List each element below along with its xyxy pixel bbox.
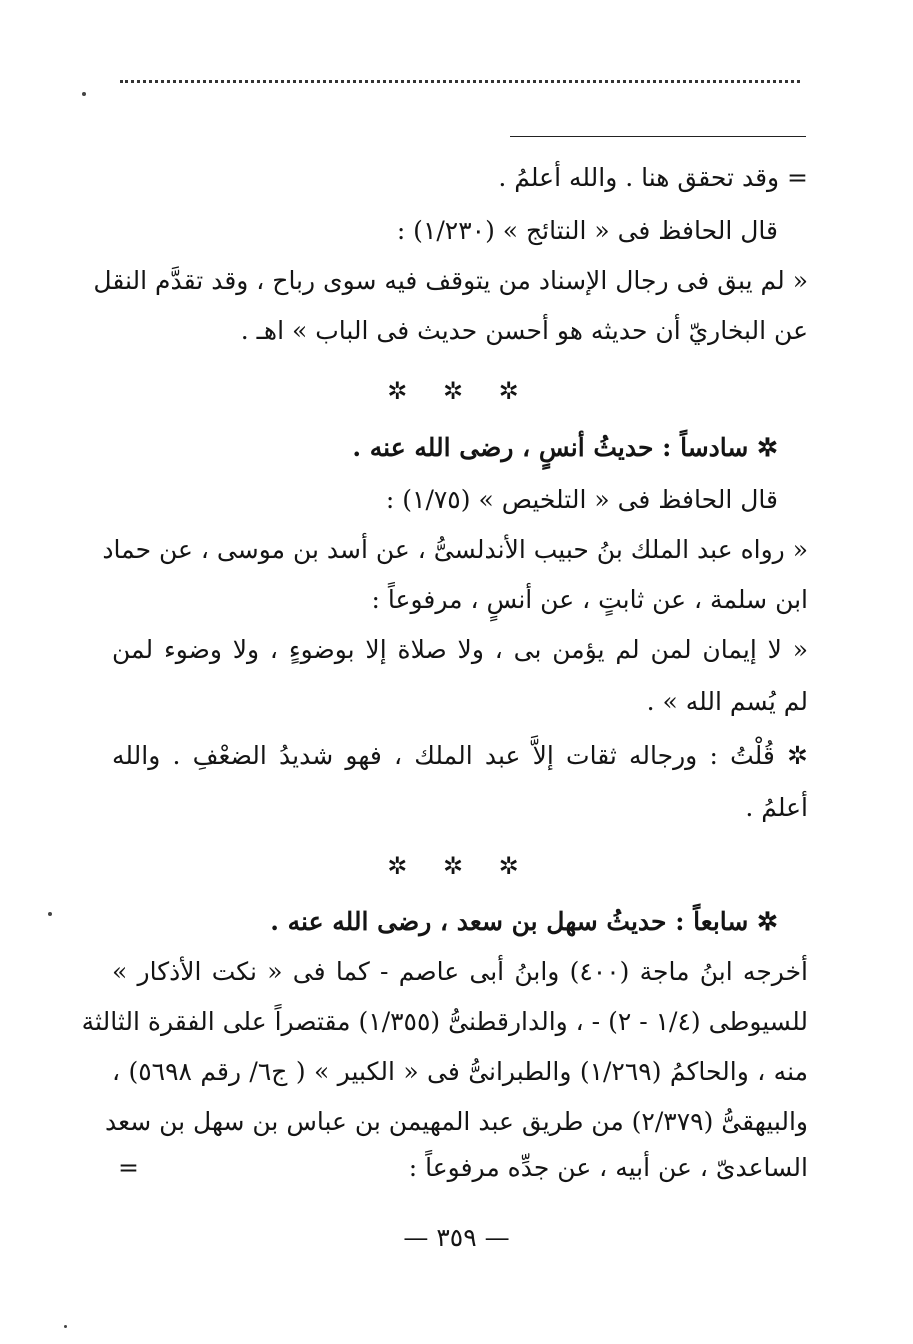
scan-speck	[82, 92, 86, 96]
text-line: « رواه عبد الملك بنُ حبيب الأندلسىُّ ، عن أسد بن موسى ، عن حماد	[102, 535, 808, 564]
text-line: أعلمُ .	[745, 793, 808, 822]
footnote-line: عن البخاريّ أن حديثه هو أحسن حديث فى الباب » اهـ .	[240, 316, 808, 345]
footnote-line: = وقد تحقق هنا . والله أعلمُ .	[498, 163, 808, 192]
text-line: « لا إيمان لمن لم يؤمن بى ، ولا صلاة إلا بوضوءٍ ، ولا وضوء لمن	[112, 635, 808, 664]
footnote-line: قال الحافظ فى « النتائج » (١/٢٣٠) :	[396, 216, 778, 245]
text-line: ابن سلمة ، عن ثابتٍ ، عن أنسٍ ، مرفوعاً :	[371, 585, 808, 614]
footnote-separator-rule	[510, 136, 806, 137]
text-line: الساعدىّ ، عن أبيه ، عن جدِّه مرفوعاً :	[408, 1153, 808, 1182]
section-separator: ✲ ✲ ✲	[387, 852, 533, 880]
footnote-line: « لم يبق فى رجال الإسناد من يتوقف فيه سوى رباح ، وقد تقدَّم النقل	[93, 266, 808, 295]
text-line: والبيهقىُّ (٢/٣٧٩) من طريق عبد المهيمن بن عباس بن سهل بن سعد	[105, 1107, 808, 1136]
section-heading: ✲ سادساً : حديثُ أنسٍ ، رضى الله عنه .	[352, 433, 778, 462]
section-heading: ✲ سابعاً : حديثُ سهل بن سعد ، رضى الله عنه .	[270, 907, 778, 936]
text-line: منه ، والحاكمُ (١/٢٦٩) والطبرانىُّ فى « الكبير » ( ج٦/ رقم ٥٦٩٨) ،	[112, 1057, 809, 1086]
page-number: — ٣٥٩ —	[403, 1223, 510, 1252]
text-line: ✲ قُلْتُ : ورجاله ثقات إلاَّ عبد الملك ، فهو شديدُ الضعْفِ . والله	[112, 741, 808, 770]
text-line: للسيوطى (١/٤ - ٢) - ، والدارقطنىُّ (١/٣٥٥) مقتصراً على الفقرة الثالثة	[81, 1007, 808, 1036]
text-line: لم يُسم الله » .	[646, 687, 808, 716]
scan-speck	[64, 1325, 67, 1328]
text-line: قال الحافظ فى « التلخيص » (١/٧٥) :	[385, 485, 778, 514]
section-separator: ✲ ✲ ✲	[387, 377, 533, 405]
header-dotted-rule	[120, 80, 800, 83]
continuation-mark: =	[118, 1153, 139, 1182]
text-line: أخرجه ابنُ ماجة (٤٠٠) وابنُ أبى عاصم - كما فى « نكت الأذكار »	[112, 957, 808, 986]
scan-speck	[48, 912, 52, 916]
